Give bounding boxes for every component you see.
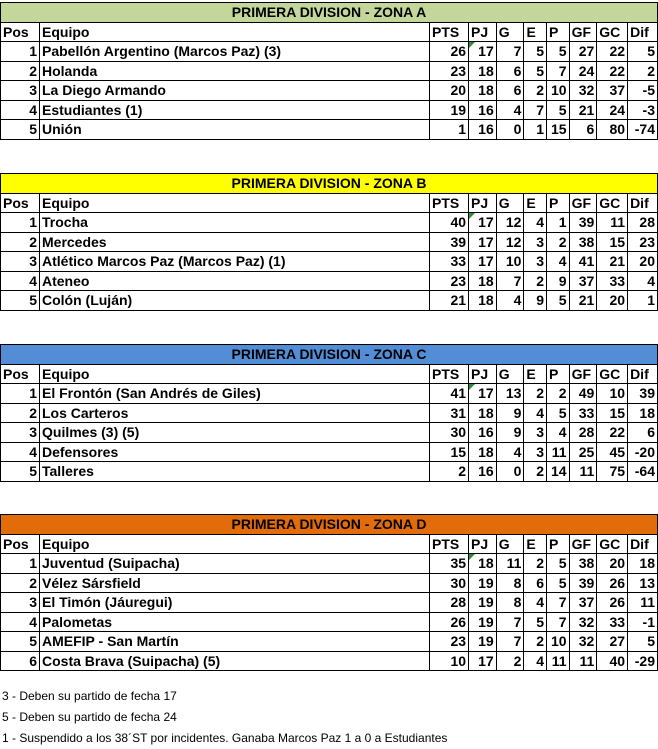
cell-pj: 19: [469, 593, 497, 613]
cell-pts: 19: [430, 100, 469, 120]
cell-g: 7: [496, 271, 524, 291]
cell-pj: 16: [469, 462, 497, 482]
standings-table: [0, 514, 658, 671]
cell-e: 2: [524, 632, 547, 652]
cell-team: Holanda: [40, 61, 430, 81]
cell-e: 2: [524, 81, 547, 101]
column-header-gc: GC: [597, 364, 628, 384]
cell-dif: -3: [628, 100, 658, 120]
column-header-dif: Dif: [628, 193, 658, 213]
cell-team: Los Carteros: [40, 403, 430, 423]
cell-gf: 37: [569, 593, 597, 613]
column-header-gf: GF: [569, 364, 597, 384]
cell-team: Costa Brava (Suipacha) (5): [40, 651, 430, 671]
cell-e: 2: [524, 554, 547, 574]
cell-g: 2: [496, 651, 524, 671]
column-header-dif: Dif: [628, 22, 658, 42]
cell-pj: 18: [469, 554, 497, 574]
cell-gf: 27: [569, 42, 597, 62]
cell-gc: 11: [597, 213, 628, 233]
cell-p: 7: [547, 593, 570, 613]
column-header-pos: Pos: [1, 364, 40, 384]
cell-gf: 32: [569, 612, 597, 632]
cell-p: 7: [547, 612, 570, 632]
cell-dif: 18: [628, 403, 658, 423]
cell-p: 7: [547, 61, 570, 81]
cell-pts: 23: [430, 632, 469, 652]
cell-pos: 2: [1, 403, 40, 423]
cell-gf: 39: [569, 573, 597, 593]
footnote: 5 - Deben su partido de fecha 24: [2, 710, 177, 724]
cell-g: 8: [496, 573, 524, 593]
cell-team: Atlético Marcos Paz (Marcos Paz) (1): [40, 252, 430, 272]
cell-e: 4: [524, 213, 547, 233]
column-header-pj: PJ: [469, 364, 497, 384]
cell-team: El Frontón (San Andrés de Giles): [40, 384, 430, 404]
cell-gf: 38: [569, 232, 597, 252]
cell-team: Ateneo: [40, 271, 430, 291]
cell-pj: 17: [469, 232, 497, 252]
cell-g: 0: [496, 120, 524, 140]
cell-gc: 20: [597, 291, 628, 311]
cell-team: Quilmes (3) (5): [40, 423, 430, 443]
cell-pts: 1: [430, 120, 469, 140]
cell-p: 5: [547, 100, 570, 120]
cell-g: 12: [496, 232, 524, 252]
table-row: [1, 291, 658, 311]
cell-p: 5: [547, 403, 570, 423]
cell-pj: 17: [469, 213, 497, 233]
cell-pts: 15: [430, 442, 469, 462]
cell-e: 5: [524, 42, 547, 62]
column-header-e: E: [524, 193, 547, 213]
zone-title: PRIMERA DIVISION - ZONA C: [1, 345, 658, 365]
cell-dif: 4: [628, 271, 658, 291]
cell-gf: 39: [569, 213, 597, 233]
table-row: [1, 120, 658, 140]
cell-p: 10: [547, 632, 570, 652]
cell-pos: 4: [1, 271, 40, 291]
table-row: [1, 81, 658, 101]
cell-g: 6: [496, 61, 524, 81]
table-row: [1, 423, 658, 443]
cell-dif: 39: [628, 384, 658, 404]
cell-team: Trocha: [40, 213, 430, 233]
cell-p: 1: [547, 213, 570, 233]
table-row: [1, 271, 658, 291]
cell-dif: 18: [628, 554, 658, 574]
cell-pj: 19: [469, 612, 497, 632]
cell-team: Defensores: [40, 442, 430, 462]
table-row: [1, 403, 658, 423]
cell-e: 2: [524, 384, 547, 404]
cell-gf: 28: [569, 423, 597, 443]
column-header-g: G: [496, 193, 524, 213]
cell-team: Estudiantes (1): [40, 100, 430, 120]
cell-pos: 5: [1, 291, 40, 311]
cell-pj: 16: [469, 100, 497, 120]
column-header-team: Equipo: [40, 193, 430, 213]
cell-p: 5: [547, 291, 570, 311]
cell-pj: 16: [469, 120, 497, 140]
column-header-team: Equipo: [40, 22, 430, 42]
cell-e: 4: [524, 593, 547, 613]
cell-dif: 5: [628, 42, 658, 62]
cell-gc: 33: [597, 271, 628, 291]
cell-pos: 4: [1, 100, 40, 120]
column-header-gf: GF: [569, 534, 597, 554]
cell-dif: -64: [628, 462, 658, 482]
cell-gf: 38: [569, 554, 597, 574]
column-header-pj: PJ: [469, 534, 497, 554]
cell-team: Palometas: [40, 612, 430, 632]
cell-p: 2: [547, 232, 570, 252]
cell-p: 5: [547, 573, 570, 593]
cell-p: 15: [547, 120, 570, 140]
cell-dif: 11: [628, 593, 658, 613]
table-row: [1, 593, 658, 613]
cell-g: 10: [496, 252, 524, 272]
cell-p: 5: [547, 42, 570, 62]
zone-d-table: [0, 514, 658, 671]
cell-pos: 2: [1, 573, 40, 593]
cell-p: 11: [547, 651, 570, 671]
cell-gc: 75: [597, 462, 628, 482]
cell-gc: 40: [597, 651, 628, 671]
cell-team: La Diego Armando: [40, 81, 430, 101]
cell-gf: 41: [569, 252, 597, 272]
cell-pos: 5: [1, 462, 40, 482]
zone-title: PRIMERA DIVISION - ZONA A: [1, 3, 658, 23]
footnotes: [0, 686, 658, 749]
cell-p: 11: [547, 442, 570, 462]
cell-gc: 22: [597, 423, 628, 443]
cell-e: 3: [524, 252, 547, 272]
cell-e: 5: [524, 61, 547, 81]
cell-g: 11: [496, 554, 524, 574]
cell-p: 4: [547, 423, 570, 443]
cell-pts: 23: [430, 271, 469, 291]
cell-pts: 26: [430, 42, 469, 62]
cell-g: 4: [496, 100, 524, 120]
cell-pj: 18: [469, 291, 497, 311]
cell-pts: 30: [430, 573, 469, 593]
standings-table: [0, 2, 658, 140]
table-row: [1, 213, 658, 233]
column-header-gc: GC: [597, 534, 628, 554]
cell-pos: 6: [1, 651, 40, 671]
cell-pos: 4: [1, 612, 40, 632]
cell-team: El Timón (Jáuregui): [40, 593, 430, 613]
table-row: [1, 42, 658, 62]
cell-e: 6: [524, 573, 547, 593]
column-header-g: G: [496, 22, 524, 42]
cell-pts: 2: [430, 462, 469, 482]
column-header-gc: GC: [597, 22, 628, 42]
table-row: [1, 252, 658, 272]
cell-pos: 3: [1, 81, 40, 101]
column-header-p: P: [547, 534, 570, 554]
cell-gf: 25: [569, 442, 597, 462]
cell-gc: 15: [597, 232, 628, 252]
cell-pos: 4: [1, 442, 40, 462]
column-header-pts: PTS: [430, 22, 469, 42]
cell-g: 7: [496, 42, 524, 62]
cell-team: Unión: [40, 120, 430, 140]
standings-table: [0, 173, 658, 311]
cell-pj: 17: [469, 252, 497, 272]
cell-dif: 5: [628, 632, 658, 652]
cell-dif: -74: [628, 120, 658, 140]
cell-e: 3: [524, 423, 547, 443]
zone-b-table: [0, 173, 658, 311]
cell-pts: 30: [430, 423, 469, 443]
cell-gc: 22: [597, 61, 628, 81]
cell-dif: -5: [628, 81, 658, 101]
standings-table: [0, 344, 658, 482]
cell-gc: 21: [597, 252, 628, 272]
cell-dif: 20: [628, 252, 658, 272]
table-row: [1, 632, 658, 652]
cell-pts: 41: [430, 384, 469, 404]
cell-dif: 6: [628, 423, 658, 443]
cell-pts: 28: [430, 593, 469, 613]
cell-g: 12: [496, 213, 524, 233]
cell-p: 4: [547, 252, 570, 272]
cell-gc: 22: [597, 42, 628, 62]
cell-pos: 3: [1, 593, 40, 613]
column-header-pos: Pos: [1, 22, 40, 42]
cell-team: Juventud (Suipacha): [40, 554, 430, 574]
cell-p: 9: [547, 271, 570, 291]
table-row: [1, 232, 658, 252]
column-header-g: G: [496, 534, 524, 554]
cell-dif: 28: [628, 213, 658, 233]
cell-gf: 6: [569, 120, 597, 140]
cell-pos: 2: [1, 61, 40, 81]
table-row: [1, 384, 658, 404]
cell-pj: 18: [469, 61, 497, 81]
cell-pts: 26: [430, 612, 469, 632]
column-header-pts: PTS: [430, 364, 469, 384]
column-header-dif: Dif: [628, 364, 658, 384]
cell-pos: 3: [1, 252, 40, 272]
cell-p: 14: [547, 462, 570, 482]
cell-pj: 18: [469, 442, 497, 462]
cell-pj: 18: [469, 81, 497, 101]
cell-e: 5: [524, 612, 547, 632]
cell-g: 9: [496, 423, 524, 443]
zone-c-table: [0, 344, 658, 482]
cell-gf: 21: [569, 291, 597, 311]
cell-dif: 1: [628, 291, 658, 311]
cell-pj: 17: [469, 384, 497, 404]
cell-gf: 32: [569, 81, 597, 101]
column-header-gf: GF: [569, 193, 597, 213]
column-header-pj: PJ: [469, 22, 497, 42]
column-header-e: E: [524, 364, 547, 384]
cell-gc: 15: [597, 403, 628, 423]
cell-g: 13: [496, 384, 524, 404]
cell-team: Colón (Luján): [40, 291, 430, 311]
cell-e: 4: [524, 403, 547, 423]
table-row: [1, 612, 658, 632]
cell-pos: 1: [1, 384, 40, 404]
cell-team: Vélez Sársfield: [40, 573, 430, 593]
cell-g: 0: [496, 462, 524, 482]
cell-pts: 40: [430, 213, 469, 233]
cell-pts: 20: [430, 81, 469, 101]
cell-pj: 17: [469, 651, 497, 671]
cell-dif: 13: [628, 573, 658, 593]
column-header-pos: Pos: [1, 193, 40, 213]
cell-e: 2: [524, 462, 547, 482]
cell-team: AMEFIP - San Martín: [40, 632, 430, 652]
column-header-team: Equipo: [40, 364, 430, 384]
cell-pts: 21: [430, 291, 469, 311]
cell-p: 5: [547, 554, 570, 574]
cell-gf: 24: [569, 61, 597, 81]
cell-pts: 35: [430, 554, 469, 574]
cell-pts: 10: [430, 651, 469, 671]
column-header-pts: PTS: [430, 534, 469, 554]
table-row: [1, 100, 658, 120]
column-header-pts: PTS: [430, 193, 469, 213]
cell-gc: 26: [597, 573, 628, 593]
column-header-p: P: [547, 364, 570, 384]
column-header-p: P: [547, 193, 570, 213]
cell-e: 3: [524, 232, 547, 252]
cell-pos: 5: [1, 120, 40, 140]
cell-dif: -20: [628, 442, 658, 462]
table-row: [1, 61, 658, 81]
footnote: 3 - Deben su partido de fecha 17: [2, 689, 177, 703]
cell-dif: -29: [628, 651, 658, 671]
cell-gc: 10: [597, 384, 628, 404]
cell-g: 6: [496, 81, 524, 101]
cell-pj: 16: [469, 423, 497, 443]
cell-dif: -1: [628, 612, 658, 632]
table-row: [1, 462, 658, 482]
cell-e: 7: [524, 100, 547, 120]
table-row: [1, 651, 658, 671]
cell-gc: 26: [597, 593, 628, 613]
cell-gc: 24: [597, 100, 628, 120]
cell-pj: 18: [469, 271, 497, 291]
column-header-g: G: [496, 364, 524, 384]
cell-g: 7: [496, 632, 524, 652]
cell-gf: 33: [569, 403, 597, 423]
cell-e: 3: [524, 442, 547, 462]
cell-pts: 39: [430, 232, 469, 252]
cell-pts: 31: [430, 403, 469, 423]
cell-pj: 17: [469, 42, 497, 62]
cell-team: Talleres: [40, 462, 430, 482]
cell-team: Mercedes: [40, 232, 430, 252]
cell-e: 2: [524, 271, 547, 291]
cell-gf: 37: [569, 271, 597, 291]
cell-g: 4: [496, 442, 524, 462]
cell-pos: 1: [1, 554, 40, 574]
zone-title: PRIMERA DIVISION - ZONA D: [1, 515, 658, 535]
column-header-e: E: [524, 22, 547, 42]
cell-team: Pabellón Argentino (Marcos Paz) (3): [40, 42, 430, 62]
cell-pos: 2: [1, 232, 40, 252]
cell-gc: 33: [597, 612, 628, 632]
cell-g: 9: [496, 403, 524, 423]
cell-gc: 45: [597, 442, 628, 462]
column-header-pos: Pos: [1, 534, 40, 554]
cell-gc: 27: [597, 632, 628, 652]
cell-e: 1: [524, 120, 547, 140]
cell-pj: 19: [469, 573, 497, 593]
cell-gf: 49: [569, 384, 597, 404]
cell-pos: 5: [1, 632, 40, 652]
table-row: [1, 442, 658, 462]
cell-e: 4: [524, 651, 547, 671]
cell-g: 4: [496, 291, 524, 311]
cell-gf: 32: [569, 632, 597, 652]
table-row: [1, 554, 658, 574]
zone-title: PRIMERA DIVISION - ZONA B: [1, 174, 658, 194]
cell-dif: 2: [628, 61, 658, 81]
cell-pos: 1: [1, 42, 40, 62]
cell-gf: 11: [569, 462, 597, 482]
cell-pts: 33: [430, 252, 469, 272]
column-header-pj: PJ: [469, 193, 497, 213]
column-header-e: E: [524, 534, 547, 554]
cell-gc: 20: [597, 554, 628, 574]
table-row: [1, 573, 658, 593]
zone-a-table: [0, 2, 658, 140]
cell-pos: 1: [1, 213, 40, 233]
cell-p: 2: [547, 384, 570, 404]
cell-pos: 3: [1, 423, 40, 443]
column-header-gc: GC: [597, 193, 628, 213]
footnote: 1 - Suspendido a los 38´ST por incidentes. Ganaba Marcos Paz 1 a 0 a Estudiantes: [2, 731, 448, 745]
cell-pts: 23: [430, 61, 469, 81]
cell-dif: 23: [628, 232, 658, 252]
cell-gf: 21: [569, 100, 597, 120]
column-header-team: Equipo: [40, 534, 430, 554]
column-header-dif: Dif: [628, 534, 658, 554]
cell-e: 9: [524, 291, 547, 311]
cell-g: 7: [496, 612, 524, 632]
cell-gc: 80: [597, 120, 628, 140]
cell-p: 10: [547, 81, 570, 101]
cell-pj: 18: [469, 403, 497, 423]
cell-gf: 11: [569, 651, 597, 671]
column-header-p: P: [547, 22, 570, 42]
cell-gc: 37: [597, 81, 628, 101]
cell-pj: 19: [469, 632, 497, 652]
cell-g: 8: [496, 593, 524, 613]
column-header-gf: GF: [569, 22, 597, 42]
